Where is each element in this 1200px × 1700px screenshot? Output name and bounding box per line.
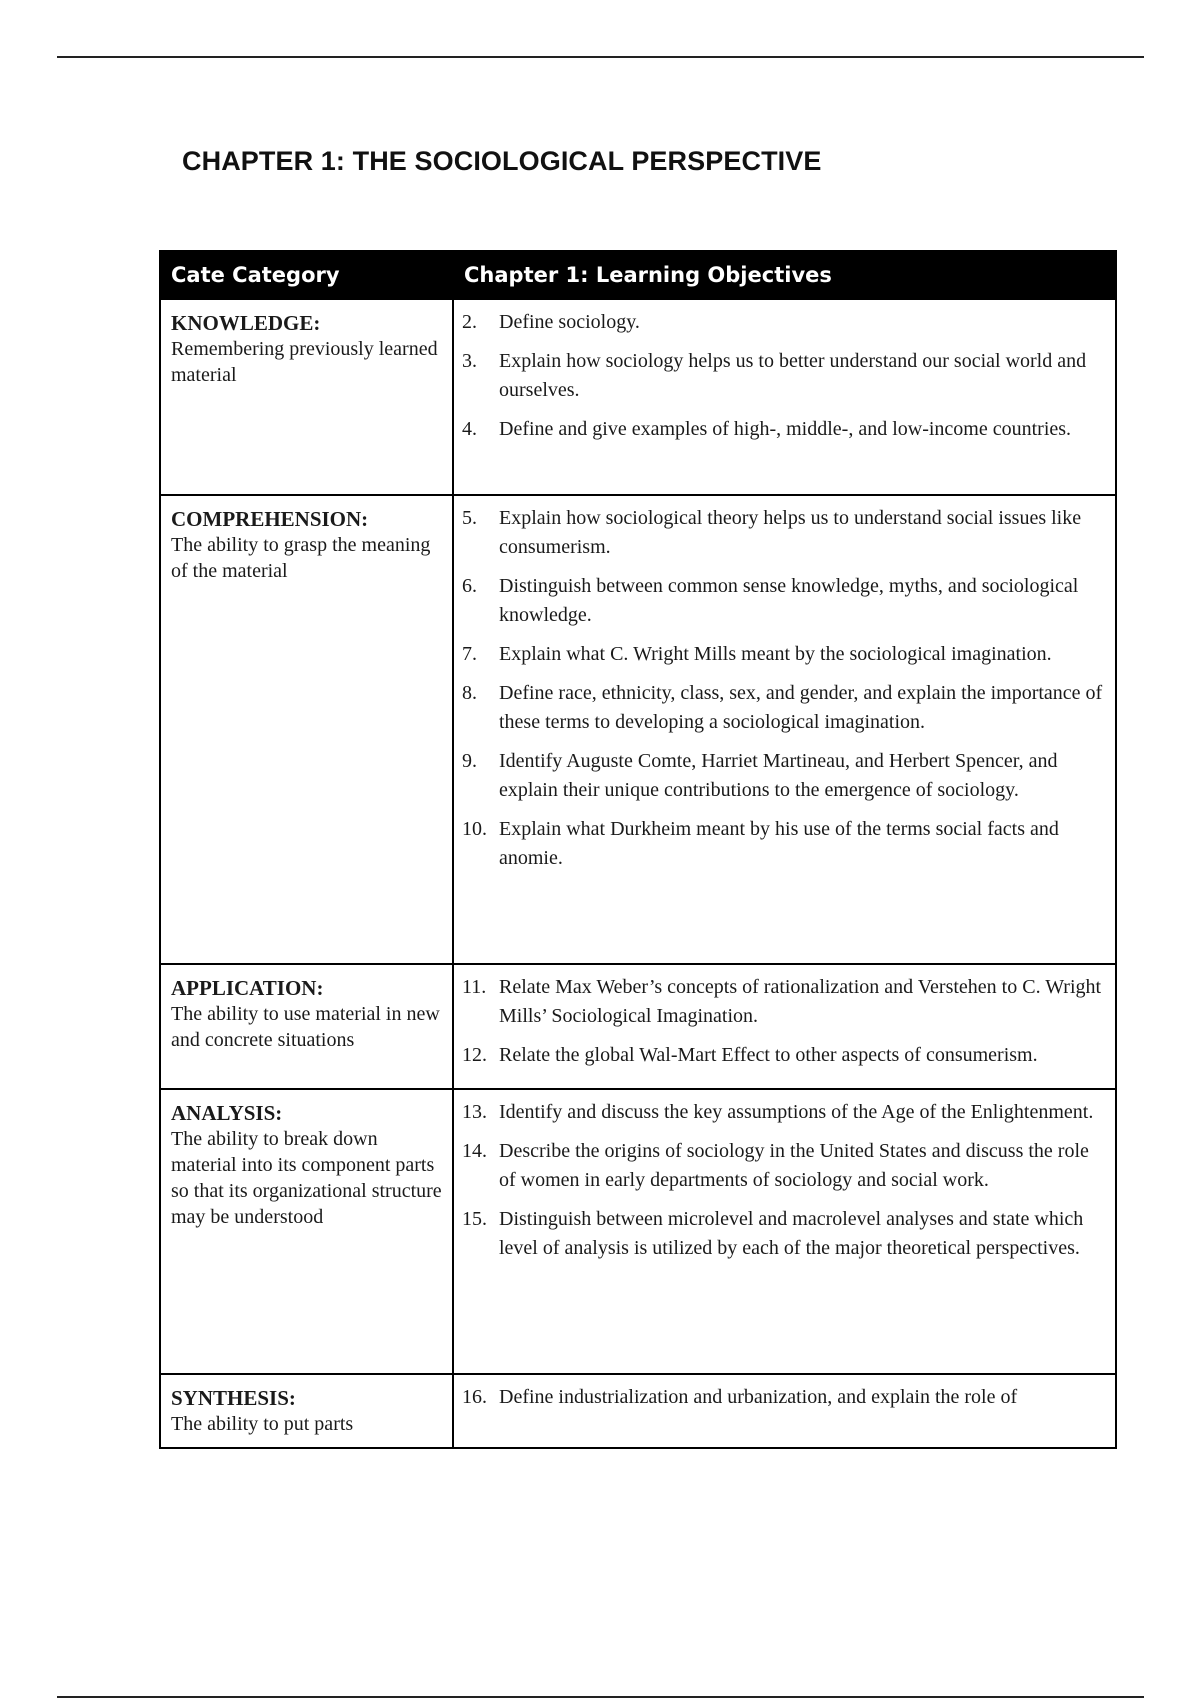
objective-text: Define sociology. [499,311,640,333]
table-row [160,1089,1116,1374]
objective-item [462,1205,1105,1263]
objective-list [454,1090,1115,1275]
objective-number: 5. [462,507,477,529]
objective-text: Define industrialization and urbanization, and explain the role of [499,1386,1018,1408]
category-description: Remembering previously learned material [171,338,438,386]
objectives-cell [453,964,1116,1089]
category-name: COMPREHENSION: [171,507,369,531]
objective-number: 2. [462,311,477,333]
objective-number: 16. [462,1386,487,1408]
category-cell [160,299,453,495]
category-cell [160,964,453,1089]
objective-number: 14. [462,1140,487,1162]
header-category: Cate Category [160,251,453,299]
objective-number: 13. [462,1101,487,1123]
objective-text: Distinguish between microlevel and macrolevel analyses and state which level of analysis is utilized by each of the major theoretical perspectives. [499,1208,1084,1259]
objectives-cell [453,1374,1116,1448]
category-cell [160,495,453,964]
objectives-cell [453,1089,1116,1374]
objective-number: 4. [462,418,477,440]
objective-list [454,496,1115,885]
objective-text: Explain what C. Wright Mills meant by the sociological imagination. [499,643,1052,665]
category-description: The ability to put parts [171,1413,354,1435]
objective-number: 3. [462,350,477,372]
objective-item [462,347,1105,405]
category-description: The ability to grasp the meaning of the material [171,534,431,582]
objective-item [462,572,1105,630]
category-description: The ability to break down material into its component parts so that its organizational structure may be understood [171,1128,442,1228]
objective-item [462,504,1105,562]
category-cell [160,1374,453,1448]
objective-text: Define race, ethnicity, class, sex, and gender, and explain the importance of these terms to developing a sociological imagination. [499,682,1103,733]
objective-item [462,308,1105,337]
objective-list [454,1375,1115,1424]
objective-number: 9. [462,750,477,772]
table-row [160,1374,1116,1448]
objective-text: Relate Max Weber’s concepts of rationalization and Verstehen to C. Wright Mills’ Sociological Imagination. [499,976,1102,1027]
chapter-title: CHAPTER 1: THE SOCIOLOGICAL PERSPECTIVE [182,146,822,176]
objective-number: 7. [462,643,477,665]
objective-item [462,973,1105,1031]
objective-number: 12. [462,1044,487,1066]
objective-item [462,1137,1105,1195]
objective-number: 6. [462,575,477,597]
objective-item [462,640,1105,669]
objective-number: 10. [462,818,487,840]
objective-text: Relate the global Wal-Mart Effect to other aspects of consumerism. [499,1044,1038,1066]
learning-objectives-table [159,250,1117,1449]
objective-number: 11. [462,976,487,998]
objective-item [462,1098,1105,1127]
objective-text: Describe the origins of sociology in the United States and discuss the role of women in early departments of sociology and social work. [499,1140,1089,1191]
top-rule [57,56,1144,58]
objective-item [462,679,1105,737]
category-name: SYNTHESIS: [171,1386,296,1410]
objective-list [454,965,1115,1082]
objective-item [462,1383,1105,1412]
table-row [160,495,1116,964]
objective-item [462,815,1105,873]
objective-item [462,747,1105,805]
objective-text: Explain what Durkheim meant by his use of the terms social facts and anomie. [499,818,1059,869]
objectives-cell [453,299,1116,495]
table-row [160,964,1116,1089]
objective-text: Explain how sociology helps us to better understand our social world and ourselves. [499,350,1087,401]
objective-item [462,415,1105,444]
category-name: ANALYSIS: [171,1101,283,1125]
objective-text: Identify Auguste Comte, Harriet Martineau, and Herbert Spencer, and explain their unique contributions to the emergence of sociology. [499,750,1058,801]
table-header-row [160,251,1116,299]
category-name: APPLICATION: [171,976,324,1000]
objective-list [454,300,1115,456]
bottom-rule [57,1696,1144,1698]
category-description: The ability to use material in new and concrete situations [171,1003,440,1051]
category-cell [160,1089,453,1374]
table-row [160,299,1116,495]
objectives-cell [453,495,1116,964]
objective-item [462,1041,1105,1070]
category-name: KNOWLEDGE: [171,311,321,335]
header-objectives: Chapter 1: Learning Objectives [453,251,1116,299]
objective-text: Distinguish between common sense knowledge, myths, and sociological knowledge. [499,575,1079,626]
objective-text: Explain how sociological theory helps us to understand social issues like consumerism. [499,507,1082,558]
objective-number: 15. [462,1208,487,1230]
objective-text: Define and give examples of high-, middle-, and low-income countries. [499,418,1072,440]
objective-text: Identify and discuss the key assumptions of the Age of the Enlightenment. [499,1101,1094,1123]
objective-number: 8. [462,682,477,704]
